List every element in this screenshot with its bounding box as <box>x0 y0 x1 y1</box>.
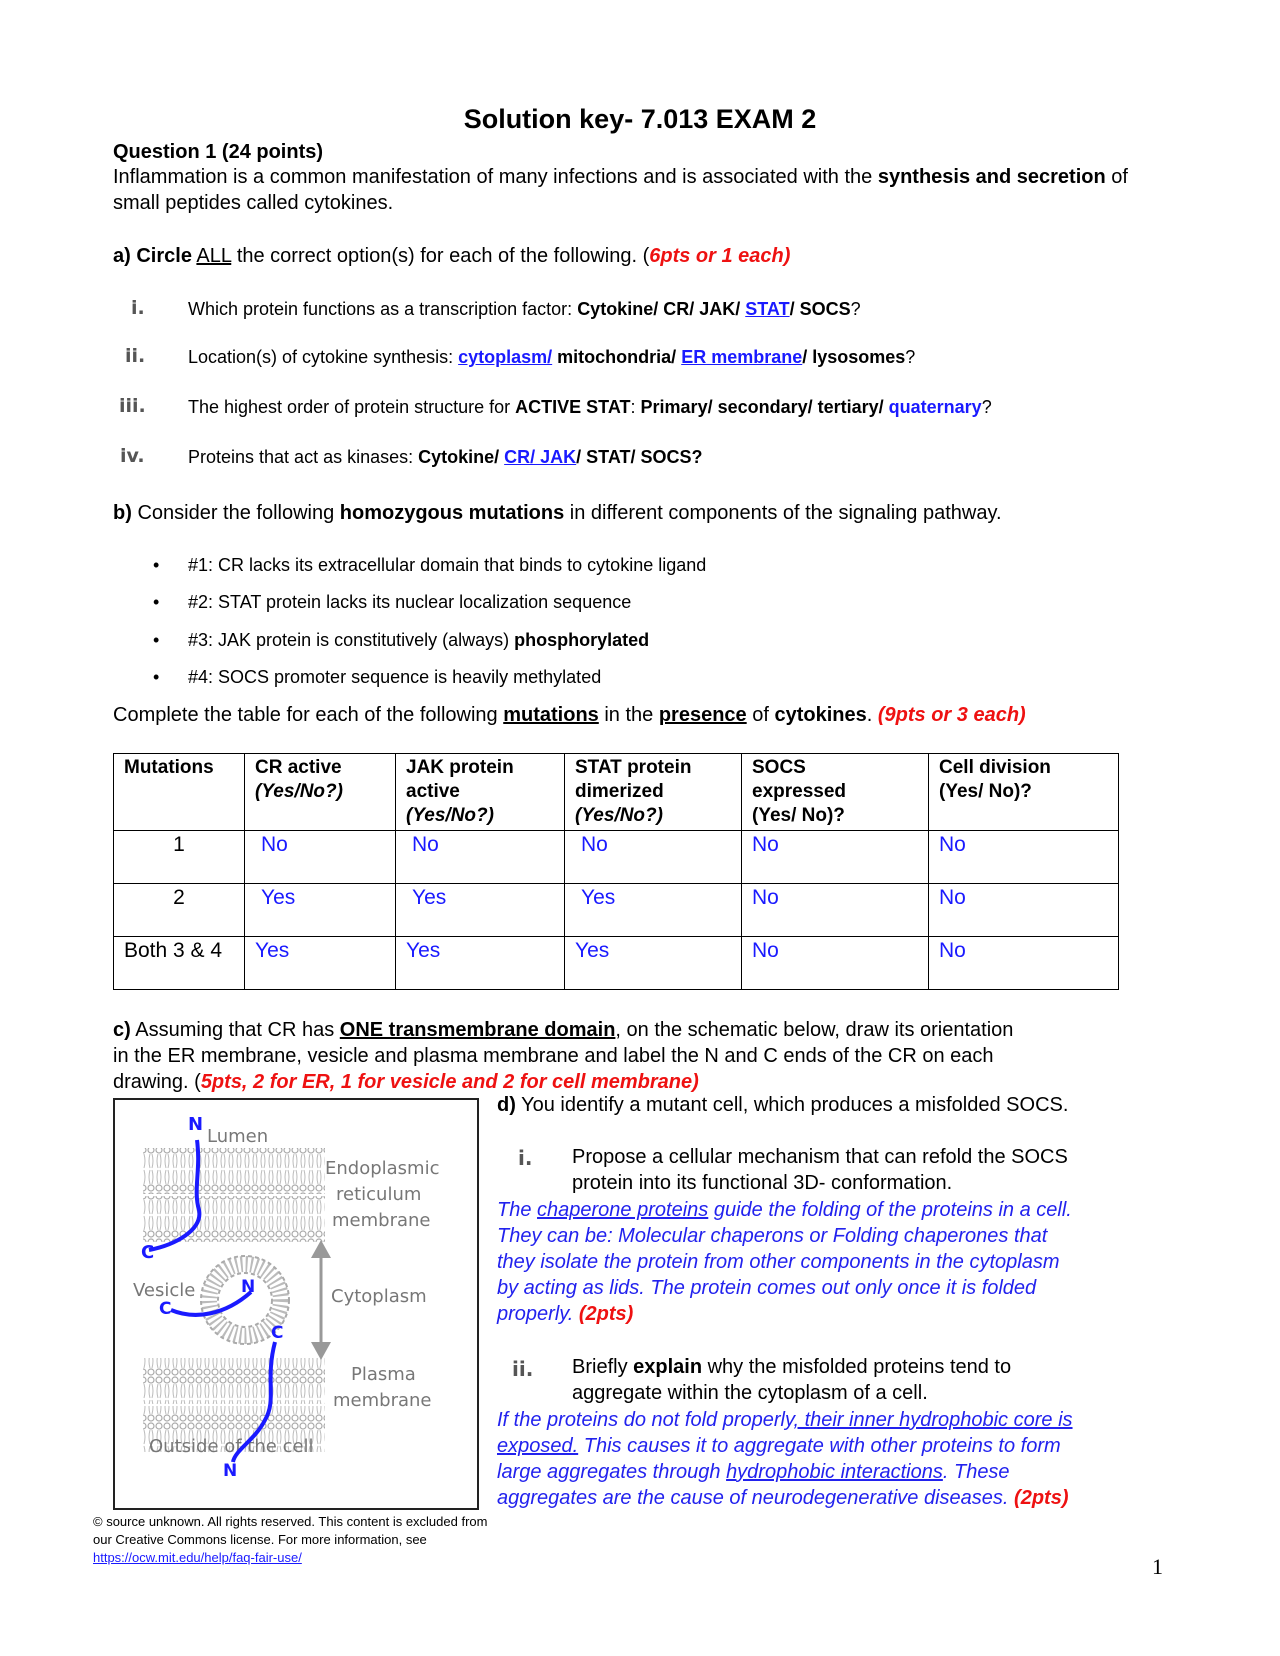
cell-socs: No <box>742 831 929 884</box>
header-text: STAT protein <box>575 757 692 778</box>
membrane-svg <box>115 1100 477 1508</box>
vesicle-n-label: N <box>241 1277 256 1297</box>
option-cytoplasm-correct: cytoplasm/ <box>458 347 553 367</box>
table-row <box>114 884 1119 937</box>
part-d-text: You identify a mutant cell, which produces a misfolded SOCS. <box>515 1094 1069 1116</box>
part-a-text: the correct option(s) for each of the following. ( <box>236 245 650 267</box>
colon: : <box>630 397 641 417</box>
header-text: expressed <box>752 781 847 802</box>
question-text: Propose a cellular mechanism that can refold the SOCS <box>572 1146 1068 1168</box>
bullet-mutation-4: #4: SOCS promoter sequence is heavily methylated <box>188 667 602 687</box>
item-iii-number: iii. <box>119 395 146 417</box>
answer-text: by acting as lids. The protein comes out only once it is folded <box>497 1277 1037 1299</box>
item-iii-text <box>188 395 992 419</box>
part-b-label: b) <box>113 502 132 524</box>
vesicle-c-label: C <box>159 1299 172 1319</box>
bullet-bold: phosphorylated <box>514 630 650 650</box>
image-credit <box>93 1513 493 1567</box>
table-row <box>114 831 1119 884</box>
header-text: dimerized <box>575 781 664 802</box>
er-bilayer-top <box>143 1148 325 1194</box>
header-text: (Yes/ No)? <box>752 805 845 826</box>
answer-text: aggregates are the cause of neurodegenerative diseases. <box>497 1487 1015 1509</box>
er-c-label: C <box>141 1242 155 1263</box>
option-quaternary-correct: quaternary <box>888 397 982 417</box>
answer-points: (2pts) <box>1014 1487 1069 1509</box>
part-b-bold: homozygous mutations <box>339 502 565 524</box>
part-a-label: a) <box>113 245 131 267</box>
header-text: (Yes/No?) <box>406 805 494 826</box>
cell-jak: Yes <box>396 884 565 937</box>
cell-socs: No <box>742 884 929 937</box>
part-a-points: 6pts or 1 each) <box>649 245 791 267</box>
table-header-row <box>114 754 1119 831</box>
bullet-text: #3: JAK protein is constitutively (always) <box>188 630 515 650</box>
er-label-line2: reticulum <box>336 1184 422 1205</box>
item-i-number: i. <box>131 297 145 319</box>
answer-underlined: chaperone proteins <box>537 1199 709 1221</box>
item-ii-number: ii. <box>125 345 146 367</box>
question-bold: explain <box>633 1356 703 1378</box>
option-structure-levels: Primary/ secondary/ tertiary/ <box>640 397 889 417</box>
item-i-text <box>188 297 861 321</box>
question-text: protein into its functional 3D- conformation. <box>572 1172 953 1194</box>
option-cytokine: Cytokine/ <box>577 299 664 319</box>
header-text: (Yes/No?) <box>575 805 663 826</box>
answer-text: If the proteins do not fold properly <box>497 1409 794 1431</box>
instr-cytokines: cytokines <box>774 704 867 726</box>
item-text: Proteins that act as kinases: <box>188 447 419 467</box>
header-text: SOCS <box>752 757 806 778</box>
answer-underlined: , their inner hydrophobic core is <box>793 1409 1073 1431</box>
bullet-dot: • <box>153 630 160 650</box>
part-b-text: Consider the following <box>131 502 340 524</box>
bullet-mutation-1: #1: CR lacks its extracellular domain that binds to cytokine ligand <box>188 555 707 575</box>
cell-stat: No <box>565 831 742 884</box>
option-lysosomes: / lysosomes <box>802 347 906 367</box>
intro-text: Inflammation is a common manifestation of many infections and is associated with the <box>113 166 878 188</box>
header-stat-dimerized <box>565 754 742 831</box>
part-a-prompt <box>113 243 790 269</box>
instr-text: in the <box>598 704 659 726</box>
answer-underlined: hydrophobic interactions <box>726 1461 943 1483</box>
bullet-mutation-2: #2: STAT protein lacks its nuclear localization sequence <box>188 592 632 612</box>
item-ii-text <box>188 345 915 369</box>
option-cr: CR/ <box>663 299 700 319</box>
part-c-bold: ONE transmembrane domain <box>339 1019 616 1041</box>
answer-text: guide the folding of the proteins in a cell. <box>708 1199 1072 1221</box>
header-text: (Yes/ No)? <box>939 781 1032 802</box>
er-n-label: N <box>188 1114 204 1135</box>
bullet-dot: • <box>153 592 160 612</box>
intro-bold: synthesis and secretion <box>877 166 1106 188</box>
cell-stat: Yes <box>565 937 742 990</box>
page-number: 1 <box>1152 1554 1163 1579</box>
answer-text: large aggregates through <box>497 1461 727 1483</box>
cell-jak: No <box>396 831 565 884</box>
header-text: Mutations <box>124 757 214 778</box>
part-d-ii-question <box>572 1354 1011 1406</box>
plasma-label-line1: Plasma <box>351 1364 416 1385</box>
instr-mutations: mutations <box>503 704 599 726</box>
cytoplasm-label: Cytoplasm <box>331 1286 427 1307</box>
answer-text: . These <box>942 1461 1010 1483</box>
answer-underlined: exposed. <box>497 1435 579 1457</box>
bullet-mutation-3 <box>188 628 649 652</box>
question-mark: ? <box>905 347 916 367</box>
yes-no: Yes/No <box>261 781 326 802</box>
part-c-text: , on the schematic below, draw its orientation <box>615 1019 1014 1041</box>
part-c-text: drawing. ( <box>113 1071 201 1093</box>
page-title: Solution key- 7.013 EXAM 2 <box>463 104 817 134</box>
header-text: active <box>406 781 460 802</box>
double-arrow-icon <box>311 1240 331 1360</box>
option-stat-socs: / STAT/ SOCS? <box>576 447 703 467</box>
header-socs-expressed <box>742 754 929 831</box>
instr-presence: presence <box>658 704 747 726</box>
all-word: ALL <box>196 245 232 267</box>
part-d-i-question <box>572 1144 1068 1196</box>
cell-mutation: 2 <box>114 884 245 937</box>
part-d-prompt <box>497 1092 1068 1118</box>
answer-text: they isolate the protein from other components in the cytoplasm <box>497 1251 1060 1273</box>
instr-text: of <box>746 704 775 726</box>
instr-text: . <box>866 704 878 726</box>
part-d-label: d) <box>497 1094 516 1116</box>
header-text: (Yes/No?) <box>255 781 343 802</box>
option-jak: JAK/ <box>699 299 746 319</box>
question-text: why the misfolded proteins tend to <box>702 1356 1012 1378</box>
header-cr-active <box>245 754 396 831</box>
pm-bilayer-top <box>143 1358 325 1404</box>
er-label-line3: membrane <box>332 1210 431 1231</box>
header-jak-active <box>396 754 565 831</box>
part-c-text: Assuming that CR has <box>130 1019 340 1041</box>
pm-n-label: N <box>223 1461 238 1481</box>
header-text: JAK protein <box>406 757 514 778</box>
cell-mutation: 1 <box>114 831 245 884</box>
mutation-table <box>113 753 1119 990</box>
cell-cr: No <box>245 831 396 884</box>
question-mark: ? <box>850 299 861 319</box>
instr-text: Complete the table for each of the following <box>113 704 504 726</box>
part-d-ii-answer <box>497 1407 1177 1511</box>
header-text: CR active <box>255 757 342 778</box>
question-intro <box>113 164 1153 216</box>
circle-word: Circle <box>136 245 192 267</box>
header-cell-division <box>929 754 1119 831</box>
cell-division: No <box>929 884 1119 937</box>
part-d-i-answer <box>497 1197 1177 1327</box>
plasma-label-line2: membrane <box>333 1390 432 1411</box>
part-d-ii-number: ii. <box>512 1357 534 1381</box>
header-text: Cell division <box>939 757 1051 778</box>
instr-points: (9pts or 3 each) <box>877 704 1026 726</box>
table-row <box>114 937 1119 990</box>
active-stat: ACTIVE STAT <box>515 397 631 417</box>
cell-cr: Yes <box>245 884 396 937</box>
cell-mutation: Both 3 & 4 <box>114 937 245 990</box>
header-mutations <box>114 754 245 831</box>
cell-socs: No <box>742 937 929 990</box>
part-c-prompt <box>113 1017 1173 1095</box>
part-b-text-end: in different components of the signaling pathway. <box>564 502 1002 524</box>
bullet-dot: • <box>153 555 160 575</box>
part-c-points: 5pts, 2 for ER, 1 for vesicle and 2 for cell membrane) <box>200 1071 699 1093</box>
option-cytokine: Cytokine/ <box>418 447 505 467</box>
cell-division: No <box>929 937 1119 990</box>
lumen-label: Lumen <box>207 1126 269 1147</box>
question-text: aggregate within the cytoplasm of a cell. <box>572 1382 928 1404</box>
item-text: The highest order of protein structure for <box>188 397 516 417</box>
cell-cr: Yes <box>245 937 396 990</box>
option-mitochondria: mitochondria/ <box>552 347 682 367</box>
credit-text: © source unknown. All rights reserved. This content is excluded from our Creative Commons license. For more information, see <box>93 1514 488 1547</box>
vesicle-label: Vesicle <box>133 1280 196 1301</box>
cell-jak: Yes <box>396 937 565 990</box>
option-socs: / SOCS <box>789 299 851 319</box>
item-text: Location(s) of cytokine synthesis: <box>188 347 459 367</box>
cell-division: No <box>929 831 1119 884</box>
table-instructions <box>113 702 1026 728</box>
answer-text: They can be: Molecular chaperons or Folding chaperones that <box>497 1225 1048 1247</box>
cell-stat: Yes <box>565 884 742 937</box>
part-b-prompt <box>113 500 1002 526</box>
er-label-line1: Endoplasmic <box>325 1158 440 1179</box>
item-text: Which protein functions as a transcription factor: <box>188 299 578 319</box>
item-iv-number: iv. <box>120 445 145 467</box>
item-iv-text <box>188 445 703 469</box>
answer-text: properly. <box>497 1303 579 1325</box>
option-er-membrane-correct: ER membrane <box>681 347 803 367</box>
credit-link[interactable]: https://ocw.mit.edu/help/faq-fair-use/ <box>93 1550 302 1565</box>
pm-c-label: C <box>271 1323 284 1343</box>
answer-points: (2pts) <box>578 1303 634 1325</box>
part-d-i-number: i. <box>518 1146 533 1170</box>
intro-text-end: of small peptides called cytokines. <box>113 166 1128 214</box>
question-mark: ? <box>981 397 992 417</box>
er-bilayer-bottom <box>143 1196 325 1242</box>
part-c-label: c) <box>113 1019 131 1041</box>
option-stat-correct: STAT <box>745 299 790 319</box>
answer-text: The <box>497 1199 538 1221</box>
part-c-text: in the ER membrane, vesicle and plasma membrane and label the N and C ends of the CR on each <box>113 1045 994 1067</box>
membrane-schematic <box>113 1098 479 1510</box>
answer-text: This causes it to aggregate with other proteins to form <box>578 1435 1061 1457</box>
outside-label: Outside of the cell <box>149 1436 314 1457</box>
question-heading: Question 1 (24 points) <box>113 141 324 163</box>
question-text: Briefly <box>572 1356 634 1378</box>
option-cr-jak-correct: CR/ JAK <box>504 447 577 467</box>
bullet-dot: • <box>153 667 160 687</box>
